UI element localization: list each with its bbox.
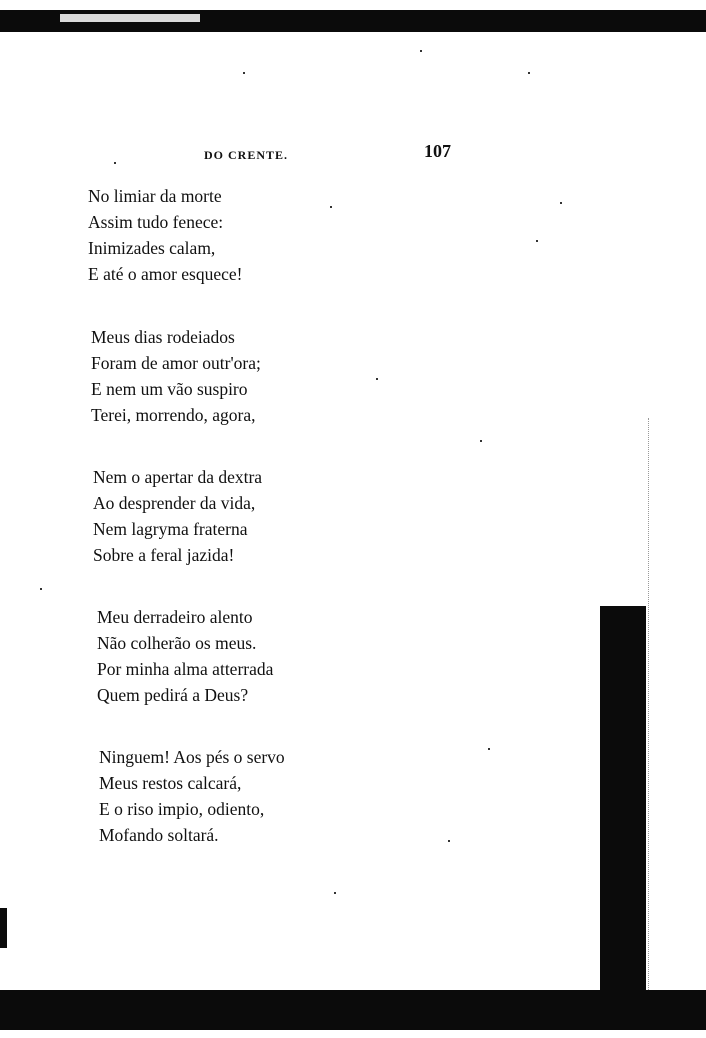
scan-speck [528, 72, 530, 74]
verse-line: Meus dias rodeiados [91, 327, 235, 347]
scan-speck [536, 240, 538, 242]
verse-line: Terei, morrendo, agora, [91, 405, 256, 425]
verse-line: Ao desprender da vida, [93, 493, 256, 513]
scan-speck [376, 378, 378, 380]
verse-line: Meus restos calcará, [99, 773, 242, 793]
scan-mark-left [0, 908, 7, 948]
verse-line: E até o amor esquece! [88, 264, 243, 284]
running-title: DO CRENTE. [204, 148, 289, 162]
scan-speck [448, 840, 450, 842]
stanza-1 [88, 183, 243, 287]
stanza-4 [97, 604, 273, 708]
verse-line: No limiar da morte [88, 186, 222, 206]
verse-line: E o riso impio, odiento, [99, 799, 265, 819]
scan-border-bottom [0, 990, 706, 1030]
scan-speck [480, 440, 482, 442]
verse-line: Não colherão os meus. [97, 633, 257, 653]
stanza-3 [93, 464, 262, 568]
scan-speck [420, 50, 422, 52]
scan-speck [243, 72, 245, 74]
verse-line: E nem um vão suspiro [91, 379, 248, 399]
stanza-2 [91, 324, 261, 428]
scan-speck [40, 588, 42, 590]
verse-line: Nem o apertar da dextra [93, 467, 263, 487]
verse-line: Foram de amor outr'ora; [91, 353, 261, 373]
verse-line: Ninguem! Aos pés o servo [99, 747, 285, 767]
scan-border-right [600, 606, 646, 990]
verse-line: Meu derradeiro alento [97, 607, 253, 627]
scan-border-top-gap [60, 14, 200, 22]
verse-line: Por minha alma atterrada [97, 659, 274, 679]
verse-line: Sobre a feral jazida! [93, 545, 235, 565]
scan-speck [330, 206, 332, 208]
scan-page-edge [648, 418, 706, 990]
verse-line: Nem lagryma fraterna [93, 519, 248, 539]
scan-speck [114, 162, 116, 164]
verse-line: Mofando soltará. [99, 825, 219, 845]
scan-speck [334, 892, 336, 894]
stanza-5 [99, 744, 285, 848]
verse-line: Inimizades calam, [88, 238, 216, 258]
scan-speck [560, 202, 562, 204]
page-number: 107 [424, 141, 451, 161]
verse-line: Quem pedirá a Deus? [97, 685, 249, 705]
scan-speck [488, 748, 490, 750]
verse-line: Assim tudo fenece: [88, 212, 224, 232]
